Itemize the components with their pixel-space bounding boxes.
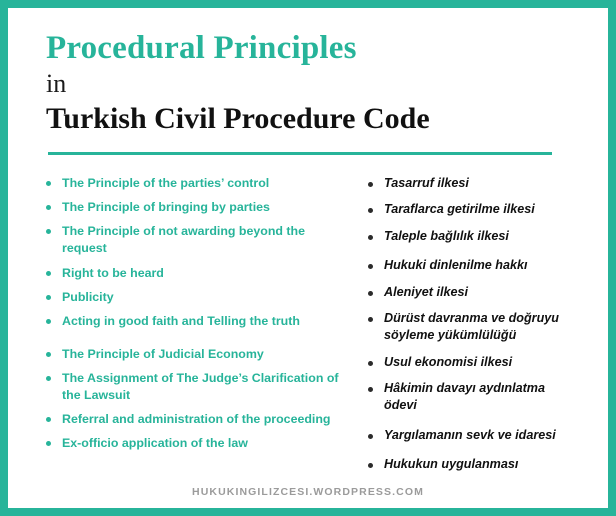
list-item bbox=[368, 310, 574, 345]
bullet-icon bbox=[46, 441, 51, 446]
list-item-label: Acting in good faith and Telling the truth bbox=[62, 313, 300, 328]
list-item-label: Hukukun uygulanması bbox=[384, 457, 519, 472]
title-line-3: Turkish Civil Procedure Code bbox=[46, 101, 430, 135]
list-item bbox=[46, 175, 346, 192]
title-line-1: Procedural Principles bbox=[46, 30, 357, 66]
english-principles-list bbox=[46, 175, 346, 452]
frame-border-right bbox=[608, 0, 616, 516]
bullet-icon bbox=[368, 235, 373, 240]
list-item-label: Taleple bağlılık ilkesi bbox=[384, 228, 509, 243]
frame-border-top bbox=[0, 0, 616, 8]
bullet-icon bbox=[46, 181, 51, 186]
bullet-icon bbox=[46, 229, 51, 234]
frame-border-left bbox=[0, 0, 8, 516]
bullet-icon bbox=[46, 295, 51, 300]
list-item bbox=[46, 265, 346, 282]
list-item-label: Usul ekonomisi ilkesi bbox=[384, 354, 513, 369]
list-item bbox=[46, 199, 346, 216]
list-item-label: Tasarruf ilkesi bbox=[384, 176, 469, 191]
list-item-label: Referral and administration of the proceeding bbox=[62, 412, 331, 427]
list-item-label: The Principle of not awarding beyond the request bbox=[62, 224, 306, 256]
list-item bbox=[368, 228, 574, 245]
list-item-label: Ex-officio application of the law bbox=[62, 436, 248, 451]
list-item-label: The Assignment of The Judge’s Clarification of the Lawsuit bbox=[62, 370, 339, 403]
bullet-icon bbox=[46, 352, 51, 357]
content-area bbox=[8, 8, 608, 508]
bullet-icon bbox=[46, 271, 51, 276]
bullet-icon bbox=[46, 376, 51, 381]
list-item bbox=[46, 223, 346, 257]
list-item-label: Hukuki dinlenilme hakkı bbox=[384, 258, 528, 273]
footer-source: HUKUKINGILIZCESI.WORDPRESS.COM bbox=[192, 486, 424, 498]
list-item bbox=[368, 201, 574, 218]
list-item bbox=[368, 257, 574, 274]
page-title bbox=[46, 30, 574, 136]
list-item bbox=[368, 175, 574, 192]
title-line-2: in bbox=[46, 68, 67, 98]
list-item bbox=[46, 313, 346, 330]
turkish-principles-column bbox=[346, 175, 574, 483]
list-item-label: The Principle of Judicial Economy bbox=[62, 346, 264, 361]
list-item bbox=[46, 370, 346, 404]
bullet-icon bbox=[368, 264, 373, 269]
frame-border-bottom bbox=[0, 508, 616, 516]
list-item-label: Hâkimin davayı aydınlatma ödevi bbox=[384, 381, 545, 413]
list-item-label: Publicity bbox=[62, 289, 114, 304]
list-item-label: Aleniyet ilkesi bbox=[384, 284, 468, 299]
bullet-icon bbox=[368, 317, 373, 322]
list-item bbox=[368, 284, 574, 301]
list-item bbox=[368, 354, 574, 371]
list-item bbox=[46, 411, 346, 428]
turkish-principles-list bbox=[368, 175, 574, 474]
bullet-icon bbox=[46, 417, 51, 422]
bullet-icon bbox=[46, 205, 51, 210]
bullet-icon bbox=[368, 434, 373, 439]
list-item bbox=[46, 435, 346, 452]
bullet-icon bbox=[368, 361, 373, 366]
list-item bbox=[368, 380, 574, 415]
list-item-label: Taraflarca getirilme ilkesi bbox=[384, 202, 535, 217]
bullet-icon bbox=[368, 291, 373, 296]
list-item bbox=[368, 427, 574, 444]
english-principles-column bbox=[46, 175, 346, 483]
bullet-icon bbox=[368, 208, 373, 213]
list-item-label: Yargılamanın sevk ve idaresi bbox=[384, 427, 556, 442]
list-item-label: Dürüst davranma ve doğruyu söyleme yükümlülüğü bbox=[384, 310, 559, 343]
title-divider bbox=[48, 152, 552, 155]
list-item bbox=[368, 456, 574, 473]
bullet-icon bbox=[368, 387, 373, 392]
list-item-label: Right to be heard bbox=[62, 265, 164, 280]
bullet-icon bbox=[368, 463, 373, 468]
two-column-layout bbox=[46, 175, 574, 483]
list-item-label: The Principle of the parties’ control bbox=[62, 176, 270, 191]
list-item-label: The Principle of bringing by parties bbox=[62, 200, 270, 215]
list-item bbox=[46, 289, 346, 306]
list-item bbox=[46, 346, 346, 363]
bullet-icon bbox=[46, 319, 51, 324]
bullet-icon bbox=[368, 182, 373, 187]
